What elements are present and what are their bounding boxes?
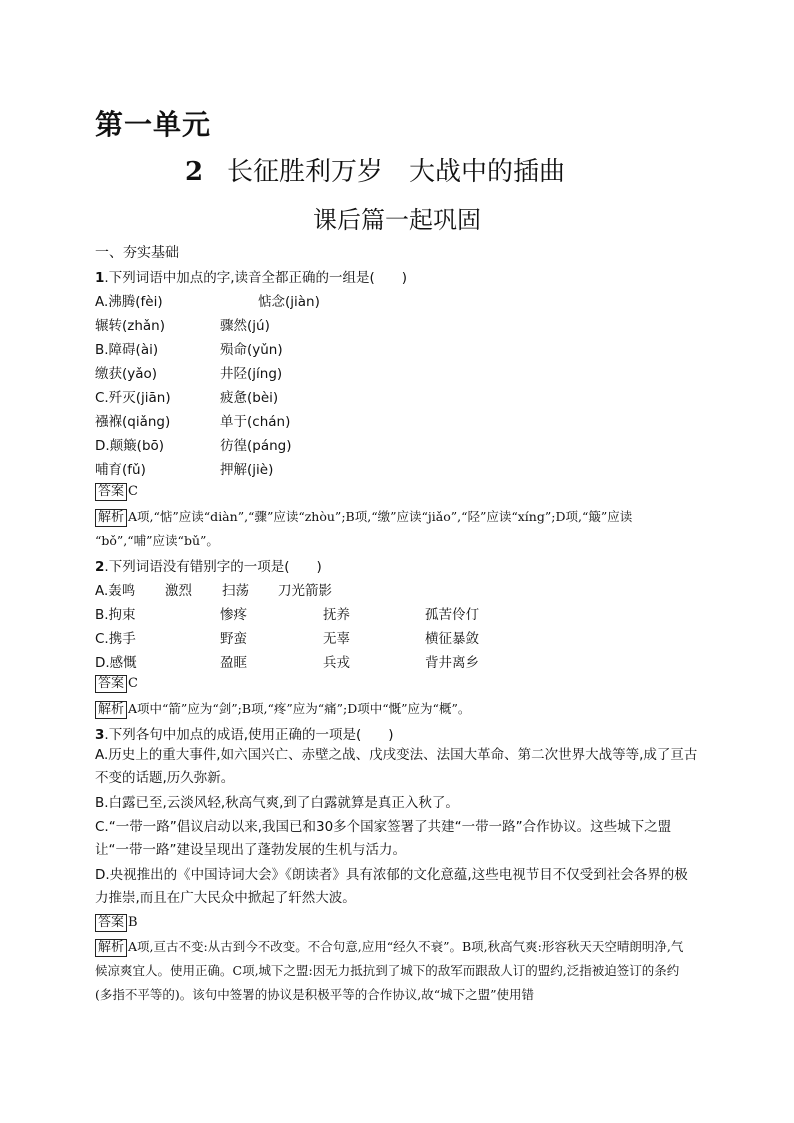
q3-answer-value: B (128, 915, 138, 930)
q3-answer (95, 914, 138, 932)
q2-option-text: 野蛮 (220, 631, 247, 647)
answer-label: 答案 (95, 675, 127, 693)
q2-option-text: 抚养 (323, 607, 350, 623)
q2-option-text: 无辜 (323, 631, 350, 647)
q1-option-text: 押解(jiè) (220, 462, 274, 478)
q2-option-text: 惨疼 (220, 607, 247, 623)
page-subtitle: 课后篇一起巩固 (313, 206, 481, 234)
q2-option-text: 背井离乡 (425, 655, 479, 671)
q1-option-text: 殒命(yǔn) (220, 342, 283, 358)
q1-answer-value: C (128, 484, 138, 499)
unit-title: 第一单元 (95, 108, 212, 141)
q1-option-text: 单于(chán) (220, 414, 291, 430)
q1-option-text: 辗转(zhǎn) (95, 318, 166, 334)
q2-option-text: B.拘束 (95, 607, 136, 623)
q1-option-text: C.歼灭(jiān) (95, 390, 171, 406)
q2-option-text: 盈眶 (220, 655, 247, 671)
q2-option-text: D.感慨 (95, 655, 137, 671)
q3-option-d: D.央视推出的《中国诗词大会》《朗读者》具有浓郁的文化意蕴,这些电视节目不仅受到社会各界的极力推崇,而且在广大民众中掀起了轩然大波。 (95, 867, 688, 906)
q2-option-text: C.携手 (95, 631, 136, 647)
q3-analysis: 解析 A项,亘古不变:从古到今不改变。不合句意,应用“经久不衰”。B项,秋高气爽:形容秋天天空晴朗明净,气候凉爽宜人。使用正确。C项,城下之盟:因无力抵抗到了城下的敌军而跟敌人订的盟约,泛指被迫签订的条约(多指不平等的)。该句中签署的协议是积极平等的合作协议,故“城下之盟”使用错 (95, 939, 684, 1002)
q3-option-b: B.白露已至,云淡风轻,秋高气爽,到了白露就算是真正入秋了。 (95, 795, 459, 811)
q1-answer (95, 483, 138, 501)
analysis-label: 解析 (95, 509, 127, 527)
q2-answer (95, 675, 138, 693)
q2-option-text: A.轰鸣 (95, 583, 136, 599)
q2-option-text: 扫荡 (222, 583, 249, 599)
q3-option-c: C.“一带一路”倡议启动以来,我国已和30多个国家签署了共建“一带一路”合作协议。这些城下之盟让“一带一路”建设呈现出了蓬勃发展的生机与活力。 (95, 819, 672, 858)
q2-option-text: 横征暴敛 (425, 631, 479, 647)
section-heading: 一、夯实基础 (95, 245, 179, 261)
q1-option-text: 疲惫(bèi) (220, 390, 279, 406)
q2-analysis: 解析 A项中“箭”应为“剑”;B项,“疼”应为“痛”;D项中“慨”应为“概”。 (95, 699, 470, 719)
q1-option-text: 哺育(fǔ) (95, 462, 146, 478)
lesson-number: 2 (185, 157, 204, 187)
q2-option-text: 激烈 (165, 583, 192, 599)
analysis-label: 解析 (95, 939, 127, 957)
q1-option-text: 井陉(jíng) (220, 366, 283, 382)
q1-option-text: 缴获(yǎo) (95, 366, 158, 382)
q1-option-text: 襁褓(qiǎng) (95, 414, 171, 430)
q3-option-a: A.历史上的重大事件,如六国兴亡、赤壁之战、戊戌变法、法国大革命、第二次世界大战等等,成了亘古不变的话题,历久弥新。 (95, 747, 698, 786)
q1-analysis-cont: “bǒ”,“哺”应读“bǔ”。 (95, 533, 219, 548)
q1-option-text: B.障碍(ài) (95, 342, 159, 358)
q2-option-text: 刀光箭影 (278, 583, 332, 599)
q2-option-text: 孤苦伶仃 (425, 607, 479, 623)
lesson-title-a: 长征胜利万岁 (227, 157, 384, 187)
analysis-label: 解析 (95, 701, 127, 719)
q1-option-text: 彷徨(páng) (220, 438, 292, 454)
q1-option-text: 惦念(jiàn) (258, 294, 320, 310)
q2-answer-value: C (128, 676, 138, 691)
lesson-title-b: 大战中的插曲 (409, 157, 566, 187)
question-2-stem: 2.下列词语没有错别字的一项是( ) (95, 559, 322, 575)
answer-label: 答案 (95, 483, 127, 501)
question-1-stem: 1.下列词语中加点的字,读音全都正确的一组是( ) (95, 270, 408, 286)
q1-option-text: D.颠簸(bō) (95, 438, 165, 454)
question-3-stem: 3.下列各句中加点的成语,使用正确的一项是( ) (95, 727, 394, 743)
q1-analysis: 解析 A项,“惦”应读“diàn”,“骤”应读“zhòu”;B项,“缴”应读“jiǎo”,“陉”应读“xíng”;D项,“簸”应读 (95, 507, 632, 527)
lesson-title (185, 151, 565, 188)
q2-option-text: 兵戎 (323, 655, 350, 671)
q1-option-text: A.沸腾(fèi) (95, 294, 163, 310)
answer-label: 答案 (95, 914, 127, 932)
q1-option-text: 骤然(jú) (220, 318, 270, 334)
